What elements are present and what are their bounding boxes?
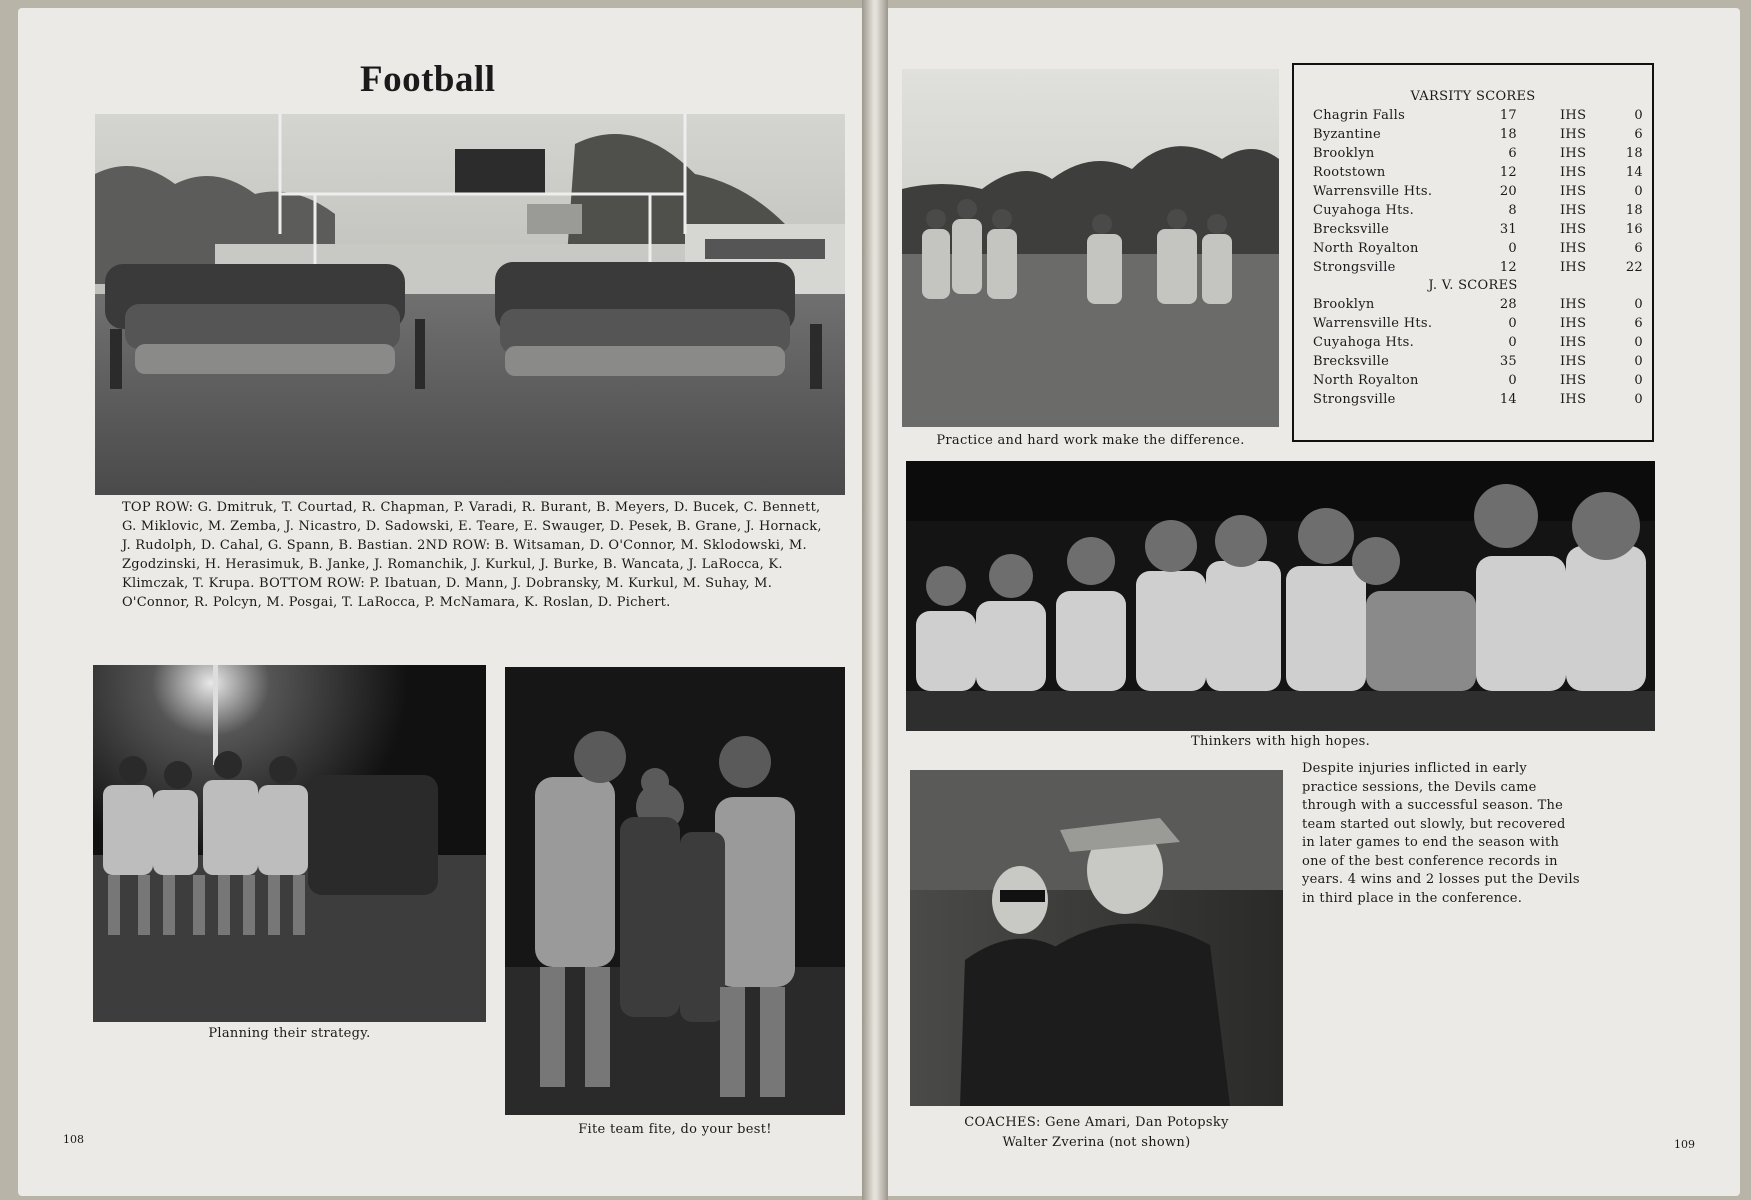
school-name: IHS	[1560, 373, 1587, 388]
team-photo	[95, 114, 845, 495]
opponent-name: Cuyahoga Hts.	[1313, 203, 1415, 218]
school-name: IHS	[1560, 260, 1587, 275]
opponent-score: 0	[1508, 373, 1517, 388]
ihs-score: 14	[1625, 165, 1643, 180]
coaches-caption-line1: COACHES: Gene Amari, Dan Potopsky	[964, 1115, 1229, 1130]
jv-score-row	[1313, 316, 1643, 335]
right-page-number: 109	[1674, 1138, 1695, 1151]
fite-team-photo	[505, 667, 845, 1115]
opponent-score: 18	[1499, 127, 1517, 142]
opponent-name: North Royalton	[1313, 373, 1419, 388]
opponent-name: North Royalton	[1313, 241, 1419, 256]
school-name: IHS	[1560, 335, 1587, 350]
school-name: IHS	[1560, 165, 1587, 180]
school-name: IHS	[1560, 354, 1587, 369]
opponent-name: Brecksville	[1313, 354, 1390, 369]
jv-score-row	[1313, 392, 1643, 411]
varsity-score-row	[1313, 260, 1643, 279]
school-name: IHS	[1560, 203, 1587, 218]
bench-photo	[906, 461, 1655, 731]
ihs-score: 0	[1634, 354, 1643, 369]
school-name: IHS	[1560, 108, 1587, 123]
opponent-score: 0	[1508, 316, 1517, 331]
ihs-score: 6	[1634, 127, 1643, 142]
opponent-name: Brecksville	[1313, 222, 1390, 237]
ihs-score: 16	[1625, 222, 1643, 237]
page-title: Football	[360, 59, 496, 100]
ihs-score: 18	[1625, 203, 1643, 218]
opponent-score: 14	[1499, 392, 1517, 407]
book-gutter	[862, 0, 888, 1200]
season-summary: Despite injuries inflicted in early practice sessions, the Devils came through with a successful season. The team started out slowly, but recovered in later games to end the season with one of the best conference records in years. 4 wins and 2 losses put the Devils in third place in the conference.	[1302, 761, 1580, 906]
jv-score-row	[1313, 297, 1643, 316]
opponent-score: 6	[1508, 146, 1517, 161]
ihs-score: 6	[1634, 316, 1643, 331]
school-name: IHS	[1560, 127, 1587, 142]
jv-score-row	[1313, 335, 1643, 354]
opponent-score: 12	[1499, 260, 1517, 275]
ihs-score: 0	[1634, 184, 1643, 199]
team-roster-caption: TOP ROW: G. Dmitruk, T. Courtad, R. Chapman, P. Varadi, R. Burant, B. Meyers, D. Bucek, C. Bennett, G. Miklovic, M. Zemba, J. Nicastro, D. Sadowski, E. Teare, E. Swauger, D. Pesek, B. Grane, J. Hornack, J. Rudolph, D. Cahal, G. Spann, B. Bastian. 2ND ROW: B. Witsaman, D. O'Connor, M. Sklodowski, M. Zgodzinski, H. Herasimuk, B. Janke, J. Romanchik, J. Kurkul, J. Burke, B. Wancata, J. LaRocca, K. Klimczak, T. Krupa. BOTTOM ROW: P. Ibatuan, D. Mann, J. Dobransky, M. Kurkul, M. Suhay, M. O'Connor, R. Polcyn, M. Posgai, T. LaRocca, P. McNamara, K. Roslan, D. Pichert.	[122, 500, 822, 610]
school-name: IHS	[1560, 241, 1587, 256]
varsity-score-row	[1313, 146, 1643, 165]
ihs-score: 0	[1634, 392, 1643, 407]
opponent-score: 12	[1499, 165, 1517, 180]
fite-caption: Fite team fite, do your best!	[578, 1122, 772, 1137]
jv-scores-heading: J. V. SCORES	[1428, 278, 1518, 293]
opponent-score: 31	[1499, 222, 1517, 237]
opponent-score: 0	[1508, 241, 1517, 256]
opponent-name: Cuyahoga Hts.	[1313, 335, 1415, 350]
opponent-name: Brooklyn	[1313, 297, 1375, 312]
ihs-score: 0	[1634, 108, 1643, 123]
opponent-score: 35	[1499, 354, 1517, 369]
scores-table	[1292, 63, 1654, 442]
school-name: IHS	[1560, 184, 1587, 199]
varsity-scores-heading: VARSITY SCORES	[1410, 89, 1536, 104]
opponent-name: Chagrin Falls	[1313, 108, 1406, 123]
coaches-caption-line2: Walter Zverina (not shown)	[1002, 1135, 1191, 1150]
ihs-score: 0	[1634, 373, 1643, 388]
opponent-name: Byzantine	[1313, 127, 1382, 142]
varsity-score-row	[1313, 222, 1643, 241]
school-name: IHS	[1560, 222, 1587, 237]
school-name: IHS	[1560, 297, 1587, 312]
thinkers-caption: Thinkers with high hopes.	[1190, 734, 1371, 749]
strategy-caption: Planning their strategy.	[208, 1026, 371, 1041]
ihs-score: 18	[1625, 146, 1643, 161]
varsity-score-row	[1313, 165, 1643, 184]
opponent-score: 20	[1499, 184, 1517, 199]
opponent-score: 28	[1499, 297, 1517, 312]
ihs-score: 0	[1634, 335, 1643, 350]
ihs-score: 22	[1625, 260, 1643, 275]
opponent-name: Warrensville Hts.	[1313, 316, 1433, 331]
left-page-number: 108	[63, 1133, 84, 1146]
practice-caption: Practice and hard work make the difference.	[936, 433, 1245, 448]
jv-score-row	[1313, 354, 1643, 373]
varsity-score-row	[1313, 127, 1643, 146]
school-name: IHS	[1560, 392, 1587, 407]
opponent-name: Strongsville	[1313, 392, 1396, 407]
opponent-name: Warrensville Hts.	[1313, 184, 1433, 199]
varsity-score-row	[1313, 108, 1643, 127]
varsity-score-row	[1313, 184, 1643, 203]
school-name: IHS	[1560, 316, 1587, 331]
opponent-name: Strongsville	[1313, 260, 1396, 275]
ihs-score: 6	[1634, 241, 1643, 256]
opponent-score: 17	[1499, 108, 1517, 123]
practice-photo	[902, 69, 1279, 427]
opponent-name: Rootstown	[1313, 165, 1386, 180]
opponent-name: Brooklyn	[1313, 146, 1375, 161]
opponent-score: 0	[1508, 335, 1517, 350]
jv-score-row	[1313, 373, 1643, 392]
coaches-photo	[910, 770, 1283, 1106]
varsity-score-row	[1313, 203, 1643, 222]
huddle-photo	[93, 665, 486, 1022]
school-name: IHS	[1560, 146, 1587, 161]
opponent-score: 8	[1508, 203, 1517, 218]
ihs-score: 0	[1634, 297, 1643, 312]
varsity-score-row	[1313, 241, 1643, 260]
